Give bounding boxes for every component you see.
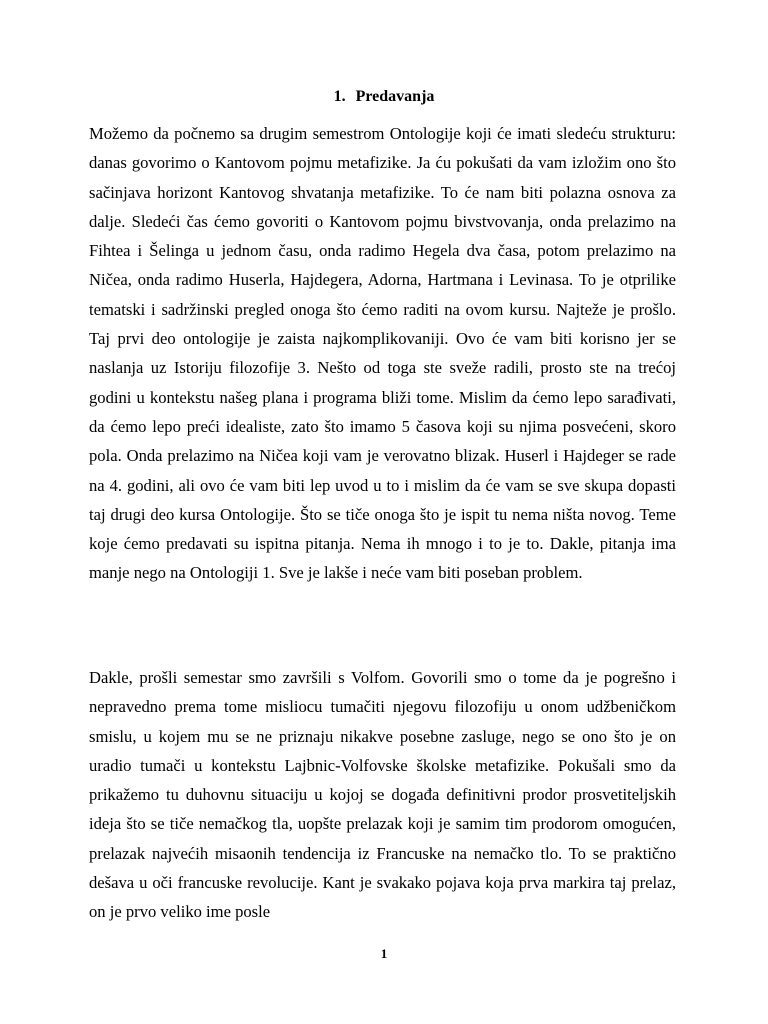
page-number: 1 [380,946,388,961]
heading-title: Predavanja [355,88,435,105]
heading-number: 1. [333,88,346,105]
paragraph-1: Možemo da počnemo sa drugim semestrom Ontologije koji će imati sledeću strukturu: danas govorimo o Kantovom pojmu metafizike. Ja ću pokušati da vam izložim ono što sačinjava horizont Kantovog shvatanja metafizike. To će nam biti polazna osnova za dalje. Sledeći čas ćemo govoriti o Kantovom pojmu bivstvovanja, onda prelazimo na Fihtea i Šelinga u jednom času, onda radimo Hegela dva časa, potom prelazimo na Ničea, onda radimo Huserla, Hajdegera, Adorna, Hartmana i Levinasa. To je otprilike tematski i sadržinski pregled onoga što ćemo raditi na ovom kursu. Najteže je prošlo. Taj prvi deo ontologije je zaista najkomplikovaniji. Ovo će vam biti korisno jer se naslanja uz Istoriju filozofije 3. Nešto od toga ste sveže radili, prosto ste na trećoj godini u kontekstu našeg plana i programa bliži tome. Mislim da ćemo lepo sarađivati, da ćemo lepo preći idealiste, zato što imamo 5 časova koji su njima posvećeni, skoro pola. Onda prelazimo na Ničea koji vam je verovatno blizak. Huserl i Hajdeger se rade na 4. godini, ali ovo će vam biti lep uvod u to i mislim da će vam se sve skupa dopasti taj drugi deo kursa Ontologije. Što se tiče onoga što je ispit tu nema ništa novog. Teme koje ćemo predavati su ispitna pitanja. Nema ih mnogo i to je to. Dakle, pitanja ima manje nego na Ontologiji 1. Sve je lakše i neće vam biti poseban problem. [89,124,676,583]
page-title [0,87,768,107]
paragraph-2: Dakle, prošli semestar smo završili s Volfom. Govorili smo o tome da je pogrešno i nepravedno prema tome misliocu tumačiti njegovu filozofiju u onom udžbeničkom smislu, u kojem mu se ne priznaju nikakve posebne zasluge, nego se ono što je on uradio tumači u kontekstu Lajbnic-Volfovske školske metafizike. Pokušali smo da prikažemo tu duhovnu situaciju u kojoj se događa definitivni prodor prosvetiteljskih ideja što se tiče nemačkog tla, uopšte prelazak koji je samim tim prodorom omogućen, prelazak najvećih misaonih tendencija iz Francuske na nemačko tlo. To se praktično dešava u oči francuske revolucije. Kant je svakako pojava koja prva markira taj prelaz, on je prvo veliko ime posle [89,668,676,922]
